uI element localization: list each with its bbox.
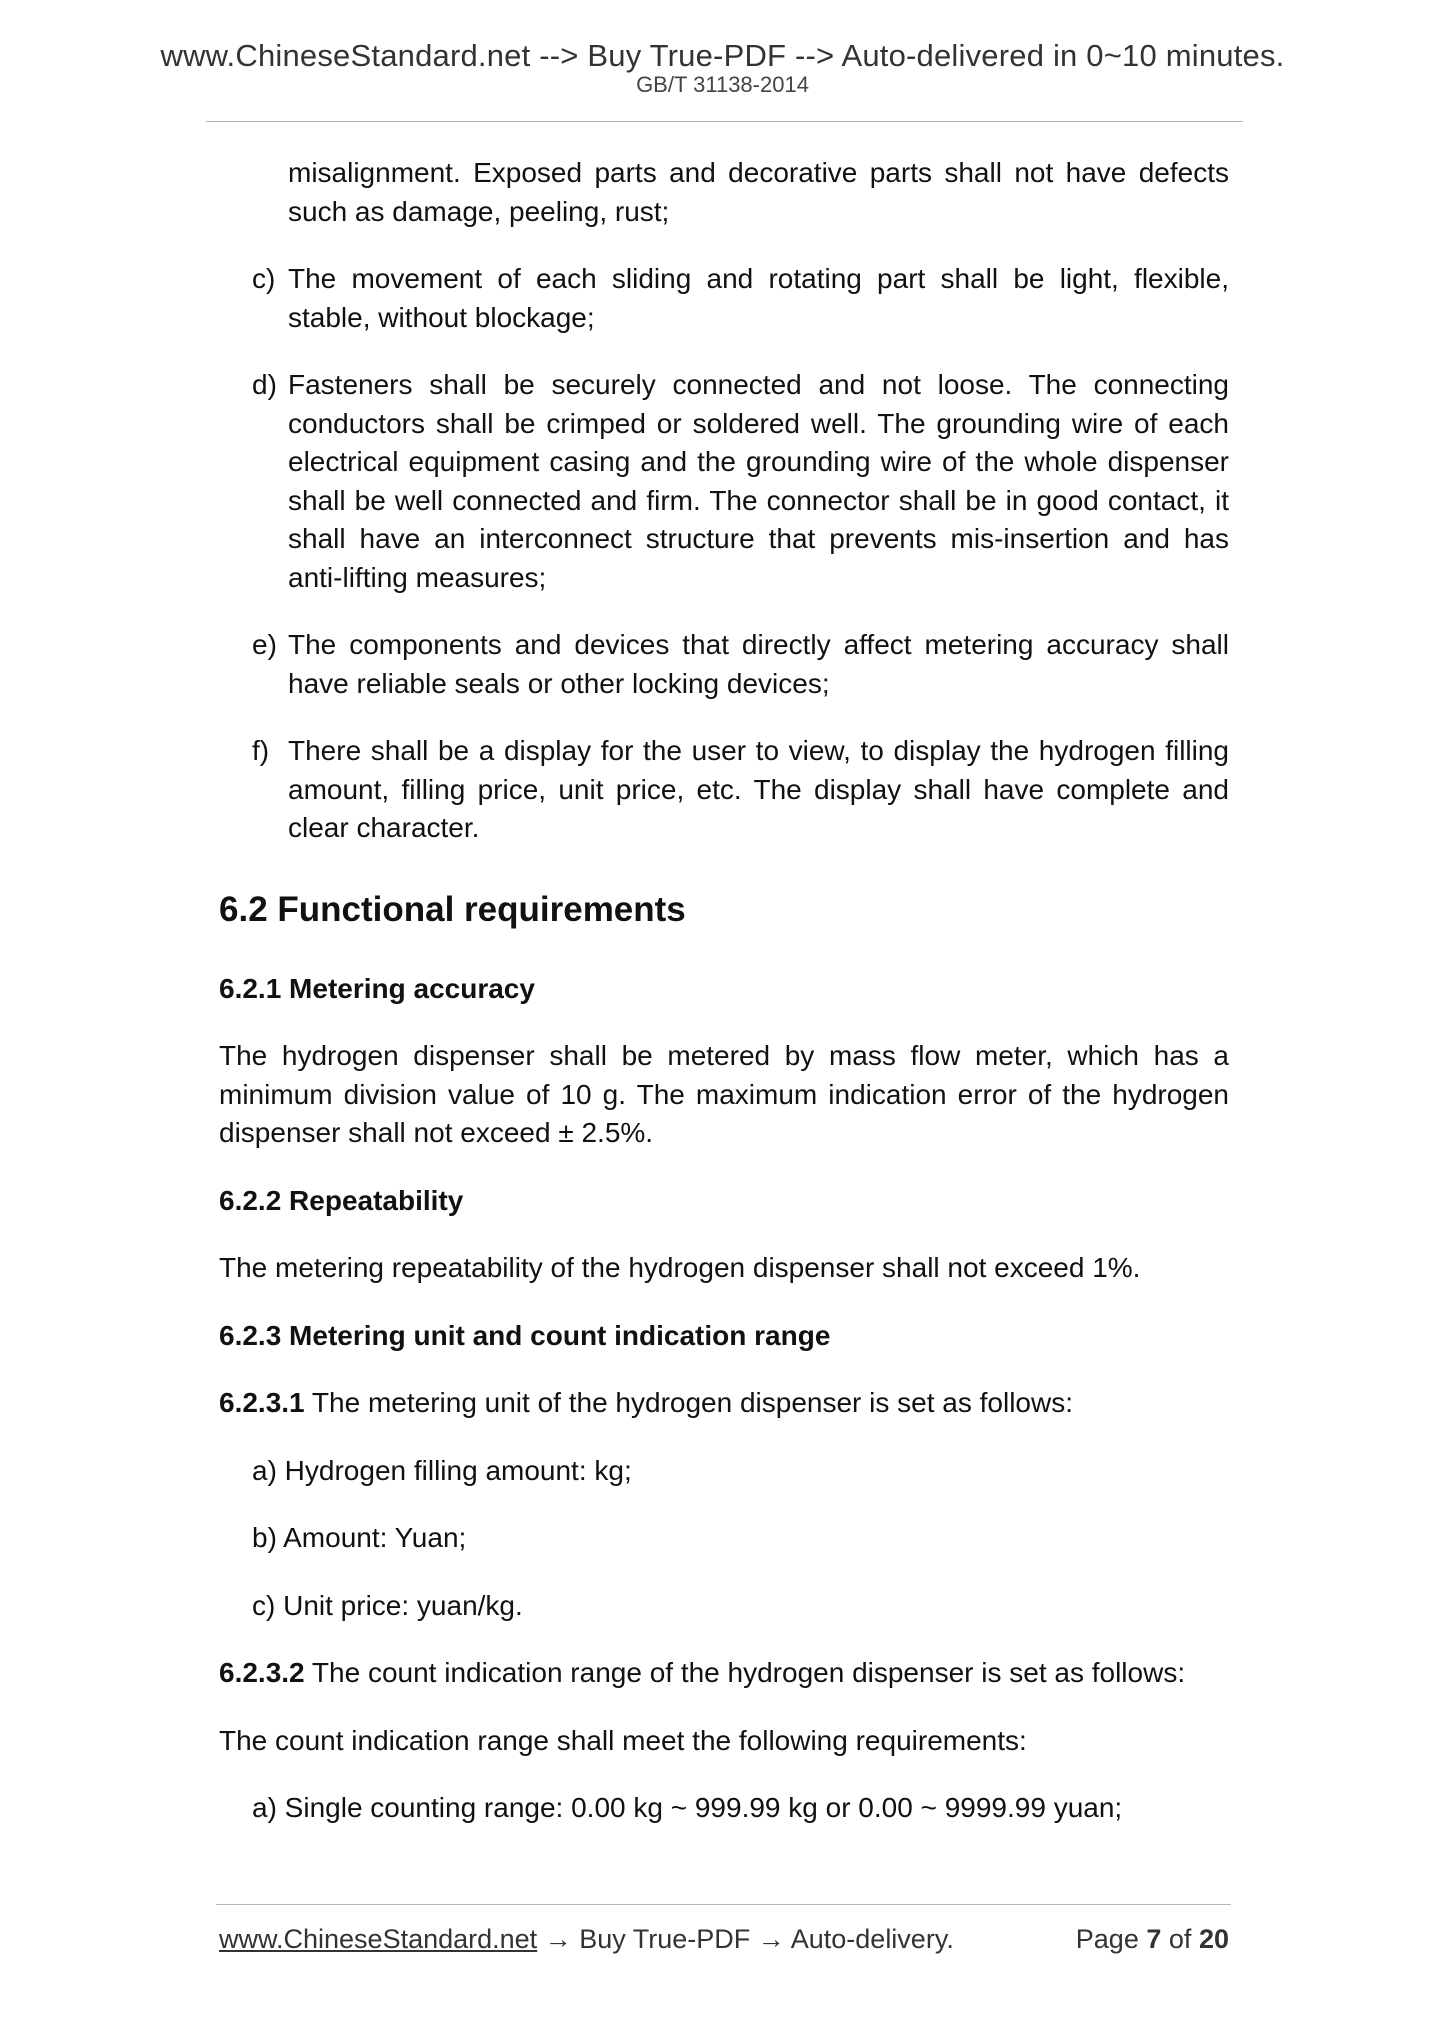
paragraph-6-2-3-2 [219, 1654, 1229, 1693]
list-item-marker: c) [252, 263, 276, 294]
page-label: Page [1075, 1924, 1139, 1954]
list-item-f [219, 732, 1229, 848]
unit-item-b: b) Amount: Yuan; [252, 1522, 467, 1553]
page-footer [219, 1924, 1229, 1960]
list-item-marker: f) [252, 735, 270, 766]
footer-divider [216, 1904, 1231, 1905]
unit-item-a: a) Hydrogen filling amount: kg; [252, 1454, 632, 1486]
of-label: of [1168, 1924, 1192, 1954]
clause-number: 6.2.3.2 [219, 1657, 305, 1688]
range-item-a: a) Single counting range: 0.00 kg ~ 999.99 kg or 0.00 ~ 9999.99 yuan; [252, 1792, 1123, 1823]
list-item-c [219, 260, 1229, 337]
standard-id: GB/T 31138-2014 [636, 72, 809, 97]
list-item-d [219, 366, 1229, 597]
subsection-heading-6-2-3: 6.2.3 Metering unit and count indication range [219, 1319, 831, 1351]
page-body [219, 154, 1229, 1857]
paragraph-repeatability: The metering repeatability of the hydrogen dispenser shall not exceed 1%. [219, 1252, 1141, 1283]
footer-left [219, 1924, 954, 1955]
list-item-marker: e) [252, 629, 277, 660]
paragraph-range-intro: The count indication range shall meet the following requirements: [219, 1724, 1027, 1756]
paragraph-metering-accuracy: The hydrogen dispenser shall be metered by mass flow meter, which has a minimum division value of 10 g. The maximum indication error of the hydrogen dispenser shall not exceed ± 2.5%. [219, 1040, 1229, 1148]
subsection-heading-6-2-1: 6.2.1 Metering accuracy [219, 972, 535, 1004]
list-item-marker: d) [252, 369, 277, 400]
clause-text: The metering unit of the hydrogen dispenser is set as follows: [311, 1387, 1073, 1418]
list-item-text: There shall be a display for the user to view, to display the hydrogen filling amount, filling price, unit price, etc. The display shall have complete and clear character. [288, 735, 1229, 843]
total-pages: 20 [1198, 1924, 1229, 1954]
list-item-e [219, 626, 1229, 703]
footer-tagline: → Buy True-PDF → Auto-delivery. [537, 1924, 954, 1954]
section-heading-6-2: 6.2 Functional requirements [219, 889, 686, 929]
current-page: 7 [1146, 1924, 1162, 1954]
list-item-text: The components and devices that directly affect metering accuracy shall have reliable seals or other locking devices; [288, 629, 1229, 699]
paragraph-6-2-3-1 [219, 1384, 1229, 1423]
page-number [1076, 1924, 1229, 1955]
list-item-text: The movement of each sliding and rotating part shall be light, flexible, stable, without blockage; [288, 263, 1229, 333]
unit-item-c: c) Unit price: yuan/kg. [252, 1589, 523, 1621]
clause-text: The count indication range of the hydrogen dispenser is set as follows: [311, 1657, 1186, 1688]
header-banner: www.ChineseStandard.net --> Buy True-PDF --> Auto-delivered in 0~10 minutes. [160, 38, 1285, 73]
list-item-continuation [219, 154, 1229, 231]
subsection-heading-6-2-2: 6.2.2 Repeatability [219, 1184, 464, 1216]
footer-site-link[interactable]: www.ChineseStandard.net [219, 1924, 538, 1954]
header-divider [206, 121, 1243, 122]
list-item-text: misalignment. Exposed parts and decorative parts shall not have defects such as damage, peeling, rust; [288, 157, 1229, 227]
list-item-text: Fasteners shall be securely connected and not loose. The connecting conductors shall be crimped or soldered well. The grounding wire of each electrical equipment casing and the grounding wire of the whole dispenser shall be well connected and firm. The connector shall be in good contact, it shall have an interconnect structure that prevents mis-insertion and has anti-lifting measures; [288, 369, 1229, 593]
clause-number: 6.2.3.1 [219, 1387, 305, 1418]
